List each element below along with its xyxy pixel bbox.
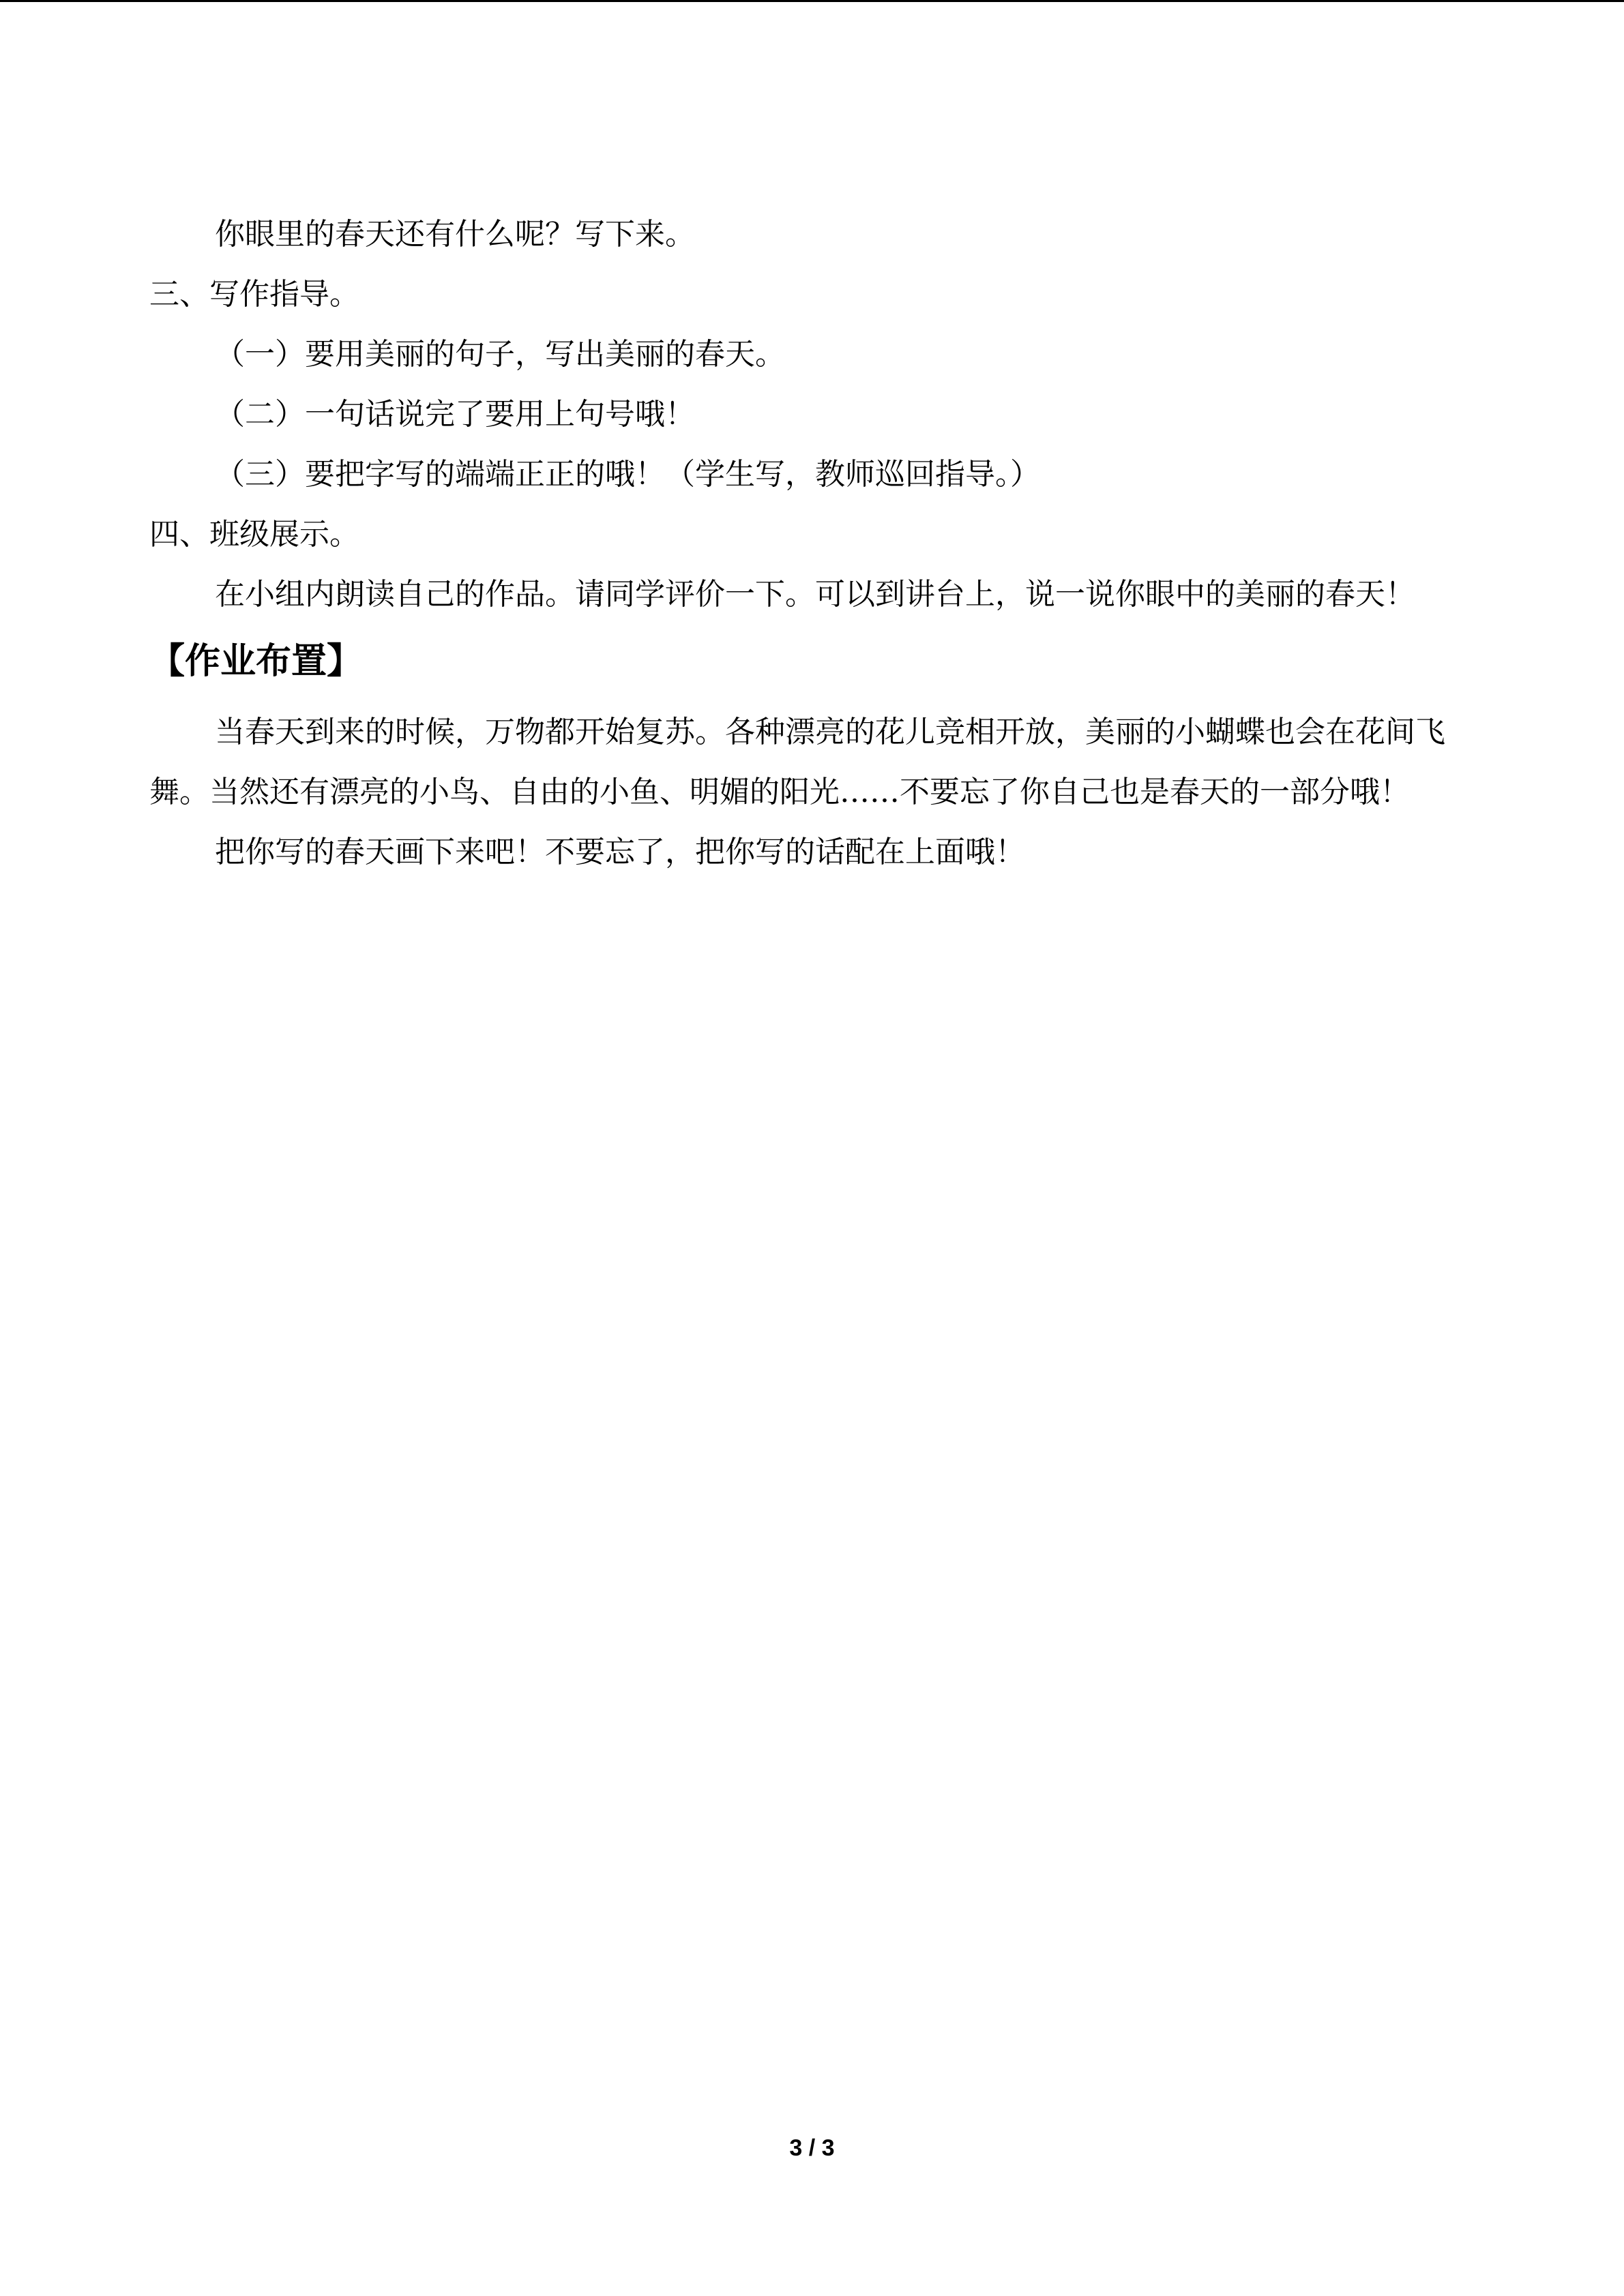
homework-paragraph-2: 把你写的春天画下来吧！不要忘了，把你写的话配在上面哦！ [215, 835, 1025, 869]
top-border-rule [0, 0, 1624, 2]
guidance-item-2: （二）一句话说完了要用上句号哦！ [215, 397, 695, 432]
homework-heading: 【作业布置】 [149, 641, 363, 682]
document-body [149, 205, 1456, 882]
guidance-item-1: （一）要用美丽的句子，写出美丽的春天。 [215, 337, 785, 372]
section-class-display: 四、班级展示。 [149, 517, 359, 552]
prompt-line: 你眼里的春天还有什么呢？写下来。 [215, 217, 695, 252]
page-number: 3 / 3 [789, 2135, 835, 2161]
guidance-item-3: （三）要把字写的端端正正的哦！（学生写，教师巡回指导。） [215, 457, 1040, 492]
section-writing-guidance: 三、写作指导。 [149, 277, 359, 312]
homework-paragraph-1: 当春天到来的时候，万物都开始复苏。各种漂亮的花儿竞相开放，美丽的小蝴蝶也会在花间飞舞。当然还有漂亮的小鸟、自由的小鱼、明媚的阳光……不要忘了你自己也是春天的一部分哦！ [149, 715, 1445, 809]
class-display-text: 在小组内朗读自己的作品。请同学评价一下。可以到讲台上，说一说你眼中的美丽的春天！ [215, 577, 1415, 612]
